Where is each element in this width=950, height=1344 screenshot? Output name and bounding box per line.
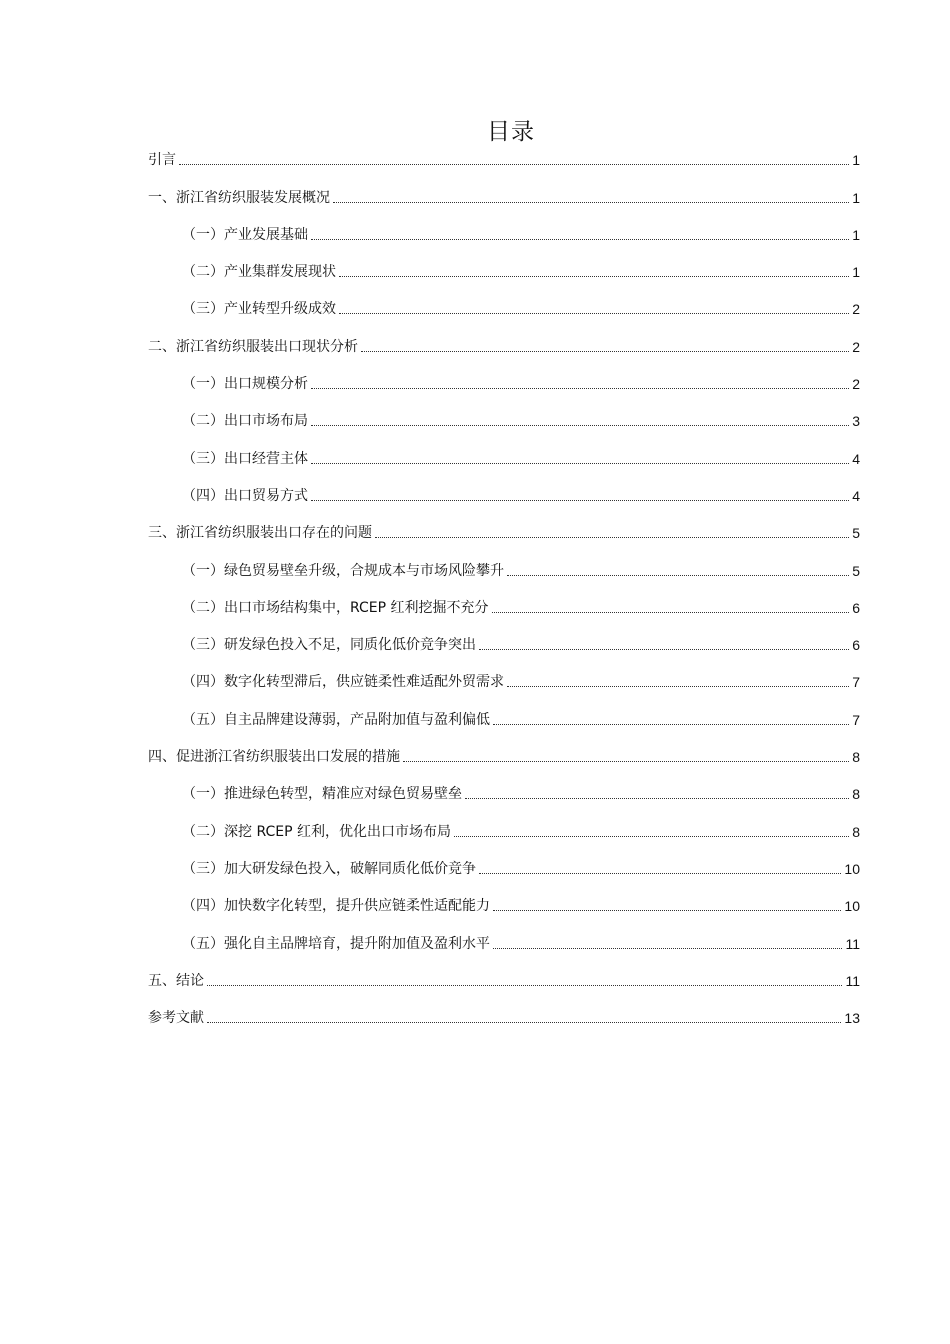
toc-entry-text: （三）研发绿色投入不足，同质化低价竞争突出 <box>182 637 476 654</box>
toc-entry[interactable] <box>148 701 860 738</box>
toc-entry-text: 参考文献 <box>148 1010 204 1027</box>
toc-dot-leader <box>311 239 849 240</box>
toc-entry-page-number: 3 <box>852 413 860 430</box>
toc-entry[interactable] <box>148 254 860 291</box>
toc-title: 目录 <box>487 119 535 146</box>
toc-entry-page-number: 10 <box>844 898 860 915</box>
toc-entry-text: （一）绿色贸易壁垒升级，合规成本与市场风险攀升 <box>182 562 504 579</box>
toc-dot-leader <box>207 985 842 986</box>
toc-entry-page-number: 8 <box>852 786 860 803</box>
toc-entry-text: （四）加快数字化转型，提升供应链柔性适配能力 <box>182 898 490 915</box>
toc-dot-leader <box>479 873 841 874</box>
toc-entry-page-number: 7 <box>852 674 860 691</box>
toc-dot-leader <box>454 836 849 837</box>
toc-dot-leader <box>179 164 849 165</box>
toc-entry-text: 一、浙江省纺织服装发展概况 <box>148 189 330 206</box>
toc-entry[interactable] <box>148 217 860 254</box>
toc-dot-leader <box>333 202 849 203</box>
toc-entry[interactable] <box>148 328 860 365</box>
toc-entry[interactable] <box>148 179 860 216</box>
toc-entry-page-number: 13 <box>844 1010 860 1027</box>
toc-entry[interactable] <box>148 366 860 403</box>
toc-entry-text: （一）出口规模分析 <box>182 376 308 393</box>
toc-entry-page-number: 5 <box>852 562 860 579</box>
toc-entry[interactable] <box>148 739 860 776</box>
toc-dot-leader <box>207 1022 841 1023</box>
toc-entry-text: （四）出口贸易方式 <box>182 487 308 504</box>
toc-entry-page-number: 4 <box>852 450 860 467</box>
toc-entry-page-number: 1 <box>852 264 860 281</box>
toc-entry-page-number: 8 <box>852 749 860 766</box>
toc-entry[interactable] <box>148 963 860 1000</box>
toc-entry[interactable] <box>148 627 860 664</box>
toc-entry-text: （四）数字化转型滞后，供应链柔性难适配外贸需求 <box>182 674 504 691</box>
toc-list <box>148 142 860 1037</box>
toc-dot-leader <box>311 463 849 464</box>
toc-entry-text: 引言 <box>148 152 176 169</box>
toc-entry-page-number: 1 <box>852 152 860 169</box>
toc-dot-leader <box>375 537 849 538</box>
toc-entry-page-number: 4 <box>852 487 860 504</box>
toc-entry-page-number: 6 <box>852 637 860 654</box>
toc-entry-text: （二）产业集群发展现状 <box>182 264 336 281</box>
toc-dot-leader <box>311 425 849 426</box>
toc-dot-leader <box>507 575 849 576</box>
toc-entry-page-number: 11 <box>845 935 860 952</box>
toc-entry[interactable] <box>148 291 860 328</box>
toc-entry-page-number: 2 <box>852 301 860 318</box>
toc-entry-text: 二、浙江省纺织服装出口现状分析 <box>148 338 358 355</box>
toc-entry-text: （三）产业转型升级成效 <box>182 301 336 318</box>
toc-entry-text: 五、结论 <box>148 972 204 989</box>
toc-dot-leader <box>507 686 849 687</box>
toc-entry-page-number: 10 <box>844 860 860 877</box>
toc-entry[interactable] <box>148 515 860 552</box>
toc-entry-page-number: 11 <box>845 972 860 989</box>
toc-entry-text: （三）出口经营主体 <box>182 450 308 467</box>
toc-entry[interactable] <box>148 142 860 179</box>
toc-entry[interactable] <box>148 403 860 440</box>
toc-entry[interactable] <box>148 813 860 850</box>
toc-dot-leader <box>339 313 849 314</box>
toc-entry[interactable] <box>148 851 860 888</box>
toc-entry[interactable] <box>148 590 860 627</box>
toc-entry-page-number: 2 <box>852 338 860 355</box>
toc-dot-leader <box>465 798 849 799</box>
toc-entry-page-number: 7 <box>852 711 860 728</box>
toc-dot-leader <box>493 724 849 725</box>
toc-entry[interactable] <box>148 888 860 925</box>
toc-dot-leader <box>339 276 849 277</box>
toc-entry-page-number: 1 <box>852 226 860 243</box>
toc-entry[interactable] <box>148 776 860 813</box>
toc-entry-text: 三、浙江省纺织服装出口存在的问题 <box>148 525 372 542</box>
toc-entry-page-number: 6 <box>852 599 860 616</box>
toc-entry-text: （一）推进绿色转型，精准应对绿色贸易壁垒 <box>182 786 462 803</box>
toc-entry[interactable] <box>148 552 860 589</box>
toc-entry-text: 四、促进浙江省纺织服装出口发展的措施 <box>148 749 400 766</box>
toc-dot-leader <box>311 388 849 389</box>
toc-dot-leader <box>492 612 850 613</box>
toc-entry-text: （一）产业发展基础 <box>182 226 308 243</box>
toc-entry-text: （五）强化自主品牌培育，提升附加值及盈利水平 <box>182 935 490 952</box>
toc-entry-page-number: 2 <box>852 376 860 393</box>
toc-entry[interactable] <box>148 478 860 515</box>
toc-entry-page-number: 1 <box>852 189 860 206</box>
toc-entry-text: （二）出口市场布局 <box>182 413 308 430</box>
toc-entry-text: （三）加大研发绿色投入，破解同质化低价竞争 <box>182 860 476 877</box>
toc-entry-text: （二）出口市场结构集中，RCEP 红利挖掘不充分 <box>182 599 489 616</box>
toc-dot-leader <box>479 649 849 650</box>
toc-entry-page-number: 5 <box>852 525 860 542</box>
toc-entry-page-number: 8 <box>852 823 860 840</box>
toc-entry-text: （二）深挖 RCEP 红利，优化出口市场布局 <box>182 823 451 840</box>
toc-entry[interactable] <box>148 925 860 962</box>
toc-dot-leader <box>493 910 841 911</box>
toc-dot-leader <box>403 761 849 762</box>
toc-dot-leader <box>493 948 842 949</box>
toc-entry[interactable] <box>148 664 860 701</box>
toc-entry-text: （五）自主品牌建设薄弱，产品附加值与盈利偏低 <box>182 711 490 728</box>
toc-dot-leader <box>311 500 849 501</box>
toc-entry[interactable] <box>148 440 860 477</box>
toc-entry[interactable] <box>148 1000 860 1037</box>
toc-dot-leader <box>361 351 849 352</box>
